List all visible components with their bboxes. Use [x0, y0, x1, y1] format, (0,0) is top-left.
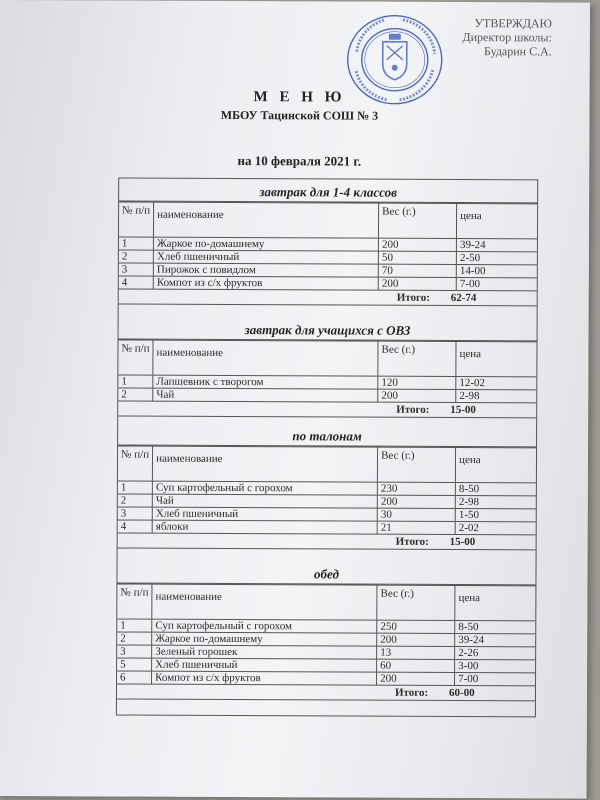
column-header-num: № п/п: [118, 446, 153, 481]
row-num: 2: [118, 388, 153, 401]
menu-table-frame: [116, 178, 538, 718]
table-row: [119, 250, 537, 265]
row-num: 1: [119, 237, 154, 250]
column-header-name: наименование: [152, 584, 377, 620]
row-num: 3: [119, 263, 154, 276]
table-row: [118, 375, 536, 390]
table-header-row: [119, 202, 537, 239]
row-name: Лапшевник с творогом: [153, 375, 378, 389]
row-weight: 200: [377, 672, 455, 685]
column-header-weight: Вес (г.): [377, 585, 455, 620]
section-total: [118, 534, 536, 551]
row-name: Чай: [153, 388, 378, 402]
table-row: [117, 671, 535, 686]
approval-heading: УТВЕРЖДАЮ: [474, 16, 552, 31]
row-price: 2-98: [456, 389, 536, 402]
table-row: [119, 276, 537, 291]
section-total: [117, 685, 535, 702]
menu-section-lunch: [117, 561, 536, 702]
row-name: яблоки: [152, 520, 377, 534]
table-row: [118, 481, 536, 496]
approval-position: Директор школы:: [462, 30, 552, 45]
row-weight: 60: [377, 659, 455, 672]
row-weight: 70: [378, 264, 456, 277]
table-row: [118, 388, 536, 403]
row-weight: 21: [377, 521, 455, 534]
menu-table: [118, 446, 536, 536]
row-name: Суп картофельный с горохом: [152, 481, 377, 495]
row-num: 1: [118, 481, 153, 494]
section-total: [119, 290, 537, 307]
total-label: Итого:: [396, 403, 430, 416]
row-num: 4: [119, 276, 154, 289]
total-label: Итого:: [394, 686, 429, 699]
page-title: М Е Н Ю: [253, 89, 346, 106]
row-price: 2-50: [456, 251, 536, 264]
row-price: 8-50: [455, 482, 535, 495]
row-weight: 50: [378, 251, 456, 264]
row-price: 14-00: [456, 264, 536, 277]
column-header-price: цена: [457, 203, 538, 238]
row-weight: 250: [377, 620, 455, 633]
row-price: 7-00: [456, 277, 536, 290]
approval-block: [462, 16, 552, 58]
row-price: 8-50: [455, 620, 535, 633]
column-header-price: цена: [455, 585, 536, 620]
row-name: Хлеб пшеничный: [153, 250, 378, 264]
section-title: обед: [117, 561, 535, 586]
table-header-row: [118, 340, 536, 377]
row-weight: 13: [377, 646, 455, 659]
row-weight: 200: [378, 389, 456, 402]
row-name: Хлеб пшеничный: [152, 658, 377, 672]
row-num: 1: [118, 375, 153, 388]
menu-table: [118, 340, 536, 404]
row-price: 2-98: [455, 495, 535, 508]
row-price: 12-02: [456, 376, 536, 389]
total-label: Итого:: [396, 291, 430, 304]
column-header-name: наименование: [154, 202, 379, 238]
row-price: 3-00: [455, 659, 535, 672]
row-weight: 120: [378, 376, 456, 389]
row-num: 3: [117, 645, 152, 658]
row-name: Хлеб пшеничный: [152, 507, 377, 521]
row-name: Пирожок с повидлом: [153, 263, 378, 277]
row-num: 2: [119, 250, 154, 263]
school-name: МБОУ Тацинской СОШ № 3: [220, 107, 379, 123]
section-title: завтрак для 1-4 классов: [119, 179, 537, 204]
table-row: [118, 507, 536, 522]
approval-name: Бударин С.А.: [483, 44, 552, 59]
menu-table: [119, 202, 537, 292]
row-price: 2-26: [455, 646, 535, 659]
row-name: Компот из с/х фруктов: [153, 276, 378, 290]
row-weight: 200: [378, 238, 456, 251]
row-name: Жаркое по-домашнему: [153, 237, 378, 251]
row-price: 1-50: [455, 508, 535, 521]
column-header-weight: Вес (г.): [379, 203, 457, 238]
section-total: [118, 402, 536, 419]
row-name: Жаркое по-домашнему: [152, 632, 377, 646]
column-header-weight: Вес (г.): [377, 447, 455, 482]
row-weight: 30: [377, 508, 455, 521]
row-weight: 200: [377, 495, 455, 508]
row-name: Суп картофельный с горохом: [152, 619, 377, 633]
row-price: 39-24: [455, 633, 535, 646]
section-title: по талонам: [118, 423, 536, 448]
total-value: 62-74: [450, 291, 477, 305]
column-header-price: цена: [456, 341, 537, 376]
total-value: 15-00: [450, 403, 476, 417]
row-num: 5: [117, 658, 152, 671]
row-name: Зеленый горошек: [152, 645, 377, 659]
row-weight: 230: [377, 482, 455, 495]
menu-section-coupons: [118, 423, 537, 551]
total-value: 60-00: [448, 686, 475, 700]
row-weight: 200: [377, 633, 455, 646]
row-num: 3: [118, 507, 153, 520]
row-weight: 200: [378, 277, 456, 290]
row-num: 6: [117, 671, 152, 684]
menu-section-breakfast-1-4: [119, 179, 538, 307]
table-row: [117, 619, 535, 634]
row-name: Компот из с/х фруктов: [152, 671, 377, 685]
table-row: [119, 237, 537, 252]
menu-table: [117, 584, 535, 687]
row-num: 4: [118, 520, 153, 533]
row-num: 2: [118, 494, 153, 507]
table-row: [117, 632, 535, 647]
section-title: завтрак для учащихся с ОВЗ: [119, 317, 537, 342]
table-header-row: [117, 584, 535, 621]
table-row: [118, 520, 536, 535]
row-num: 1: [117, 619, 152, 632]
table-row: [117, 658, 535, 673]
menu-section-breakfast-ovz: [118, 317, 536, 419]
column-header-name: наименование: [152, 446, 377, 482]
total-label: Итого:: [395, 535, 429, 548]
table-row: [119, 263, 537, 278]
menu-date: на 10 февраля 2021 г.: [237, 153, 362, 169]
total-value: 15-00: [449, 535, 476, 549]
column-header-price: цена: [455, 447, 536, 482]
row-price: 2-02: [455, 521, 535, 534]
row-price: 7-00: [455, 672, 535, 685]
table-header-row: [118, 446, 536, 483]
column-header-num: № п/п: [119, 202, 154, 237]
column-header-name: наименование: [153, 340, 378, 376]
row-price: 39-24: [456, 238, 536, 251]
row-num: 2: [117, 632, 152, 645]
table-row: [117, 645, 535, 660]
column-header-num: № п/п: [118, 340, 153, 375]
column-header-num: № п/п: [117, 584, 152, 619]
row-name: Чай: [152, 494, 377, 508]
column-header-weight: Вес (г.): [378, 341, 456, 376]
